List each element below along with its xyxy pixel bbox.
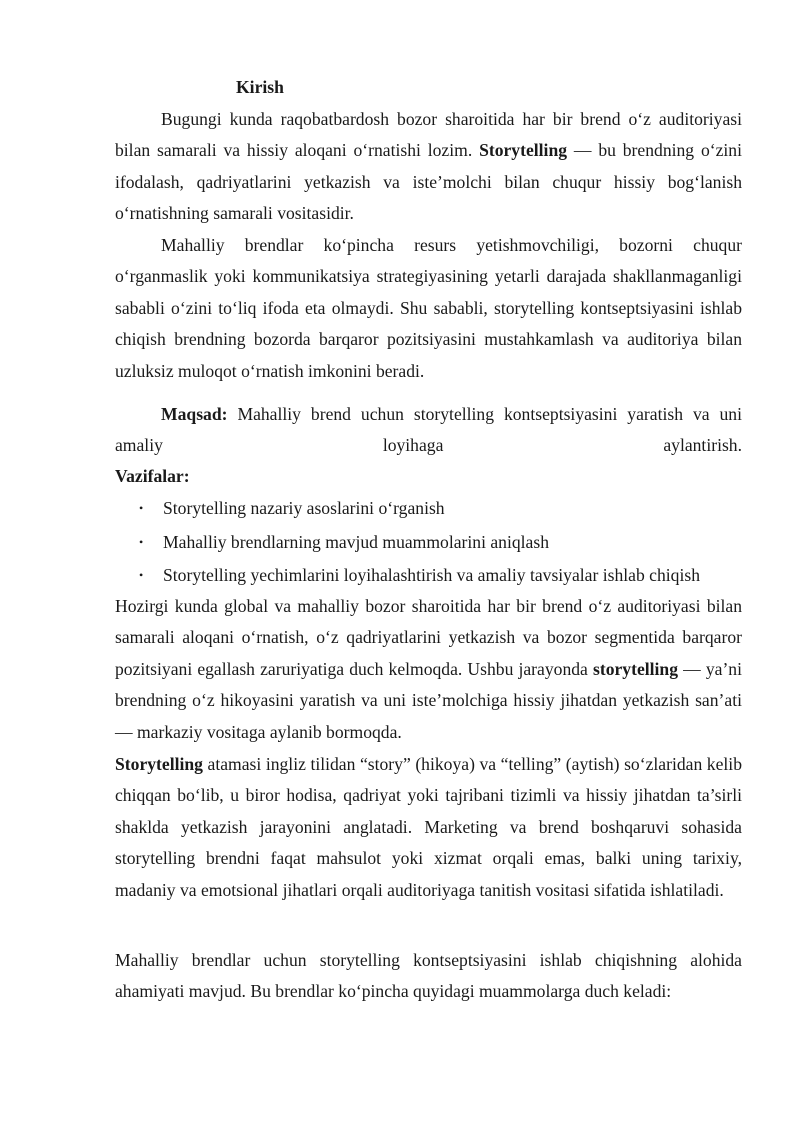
intro-storytelling-term: Storytelling — [479, 140, 568, 161]
definition-term: Storytelling — [115, 754, 203, 774]
section-title: Kirish — [236, 77, 284, 97]
task-item-text: Storytelling nazariy asoslarini o‘rganish — [163, 498, 445, 518]
definition-text: atamasi ingliz tilidan “story” (hikoya) va “telling” (aytish) so‘zlaridan kelib chiqqan bo‘lib, u biror hodisa, qadriyat yoki tajribani tizimli va hissiy jihatdan ta’sirli shaklda yetkazish jarayonini anglatadi. Marketing va brend boshqaruvi sohasida storytelling brendni faqat mahsulot yoki xizmat orqali emas, balki uning tarixiy, madaniy va emotsional jihatlari orqali auditoriyaga tanitish vositasi sifatida ishlatiladi. — [115, 754, 742, 900]
goal-label: Maqsad: — [161, 404, 228, 424]
intro-paragraph — [115, 104, 742, 230]
intro-text-end: — bu brendning o‘zini ifodalash, qadriyatlarini yetkazish va iste’molchi bilan chuqur hissiy bog‘lanish o‘rnatishning samarali vositasidir. — [115, 140, 742, 224]
tasks-list — [115, 492, 755, 593]
list-item — [115, 526, 755, 560]
closing-paragraph: Mahalliy brendlar uchun storytelling kontseptsiyasini ishlab chiqishning alohida ahamiyati mavjud. Bu brendlar ko‘pincha quyidagi muammolarga duch keladi: — [115, 950, 742, 1002]
intro-text-start: Bugungi kunda raqobatbardosh bozor sharoitida har bir brend o‘z auditoriyasi bilan samarali va hissiy aloqani o‘rnatishi lozim. — [115, 109, 742, 161]
bullet-dot-icon: • — [139, 568, 144, 582]
global-text-end: — ya’ni brendning o‘z hikoyasini yaratish va uni iste’molchiga hissiy jihatdan yetkazish san’ati — markaziy vositaga aylanib bormoqda. — [115, 658, 742, 742]
goal-text: Mahalliy brend uchun storytelling kontseptsiyasini yaratish va uni amaliy loyihaga aylantirish. — [115, 404, 742, 456]
list-item — [115, 559, 755, 593]
goal-paragraph — [115, 399, 742, 462]
task-item-text: Storytelling yechimlarini loyihalashtirish va amaliy tavsiyalar ishlab chiqish — [163, 565, 700, 585]
bullet-dot-icon: • — [139, 534, 144, 549]
tasks-heading: Vazifalar: — [115, 466, 190, 486]
bullet-dot-icon: • — [139, 501, 144, 515]
list-item — [115, 492, 755, 526]
global-market-paragraph — [115, 591, 742, 748]
global-text-start: Hozirgi kunda global va mahalliy bozor sharoitida har bir brend o‘z auditoriyasi bilan samarali aloqani o‘rnatish, o‘z qadriyatlarini yetkazish va bozor segmentida barqaror pozitsiyani egallash zaruriyatiga duch kelmoqda. Ushbu jarayonda — [115, 596, 742, 679]
definition-paragraph — [115, 749, 742, 906]
local-brands-paragraph: Mahalliy brendlar ko‘pincha resurs yetishmovchiligi, bozorni chuqur o‘rganmaslik yoki kommunikatsiya strategiyasining yetarli darajada shakllanmaganligi sababli o‘zini to‘liq ifoda eta olmaydi. Shu sababli, storytelling kontseptsiyasini ishlab chiqish brendning bozorda barqaror pozitsiyasini mustahkamlash va auditoriya bilan uzluksiz muloqot o‘rnatish imkonini beradi. — [115, 235, 742, 381]
global-storytelling-term: storytelling — [592, 658, 679, 679]
task-item-text: Mahalliy brendlarning mavjud muammolarini aniqlash — [163, 531, 549, 552]
